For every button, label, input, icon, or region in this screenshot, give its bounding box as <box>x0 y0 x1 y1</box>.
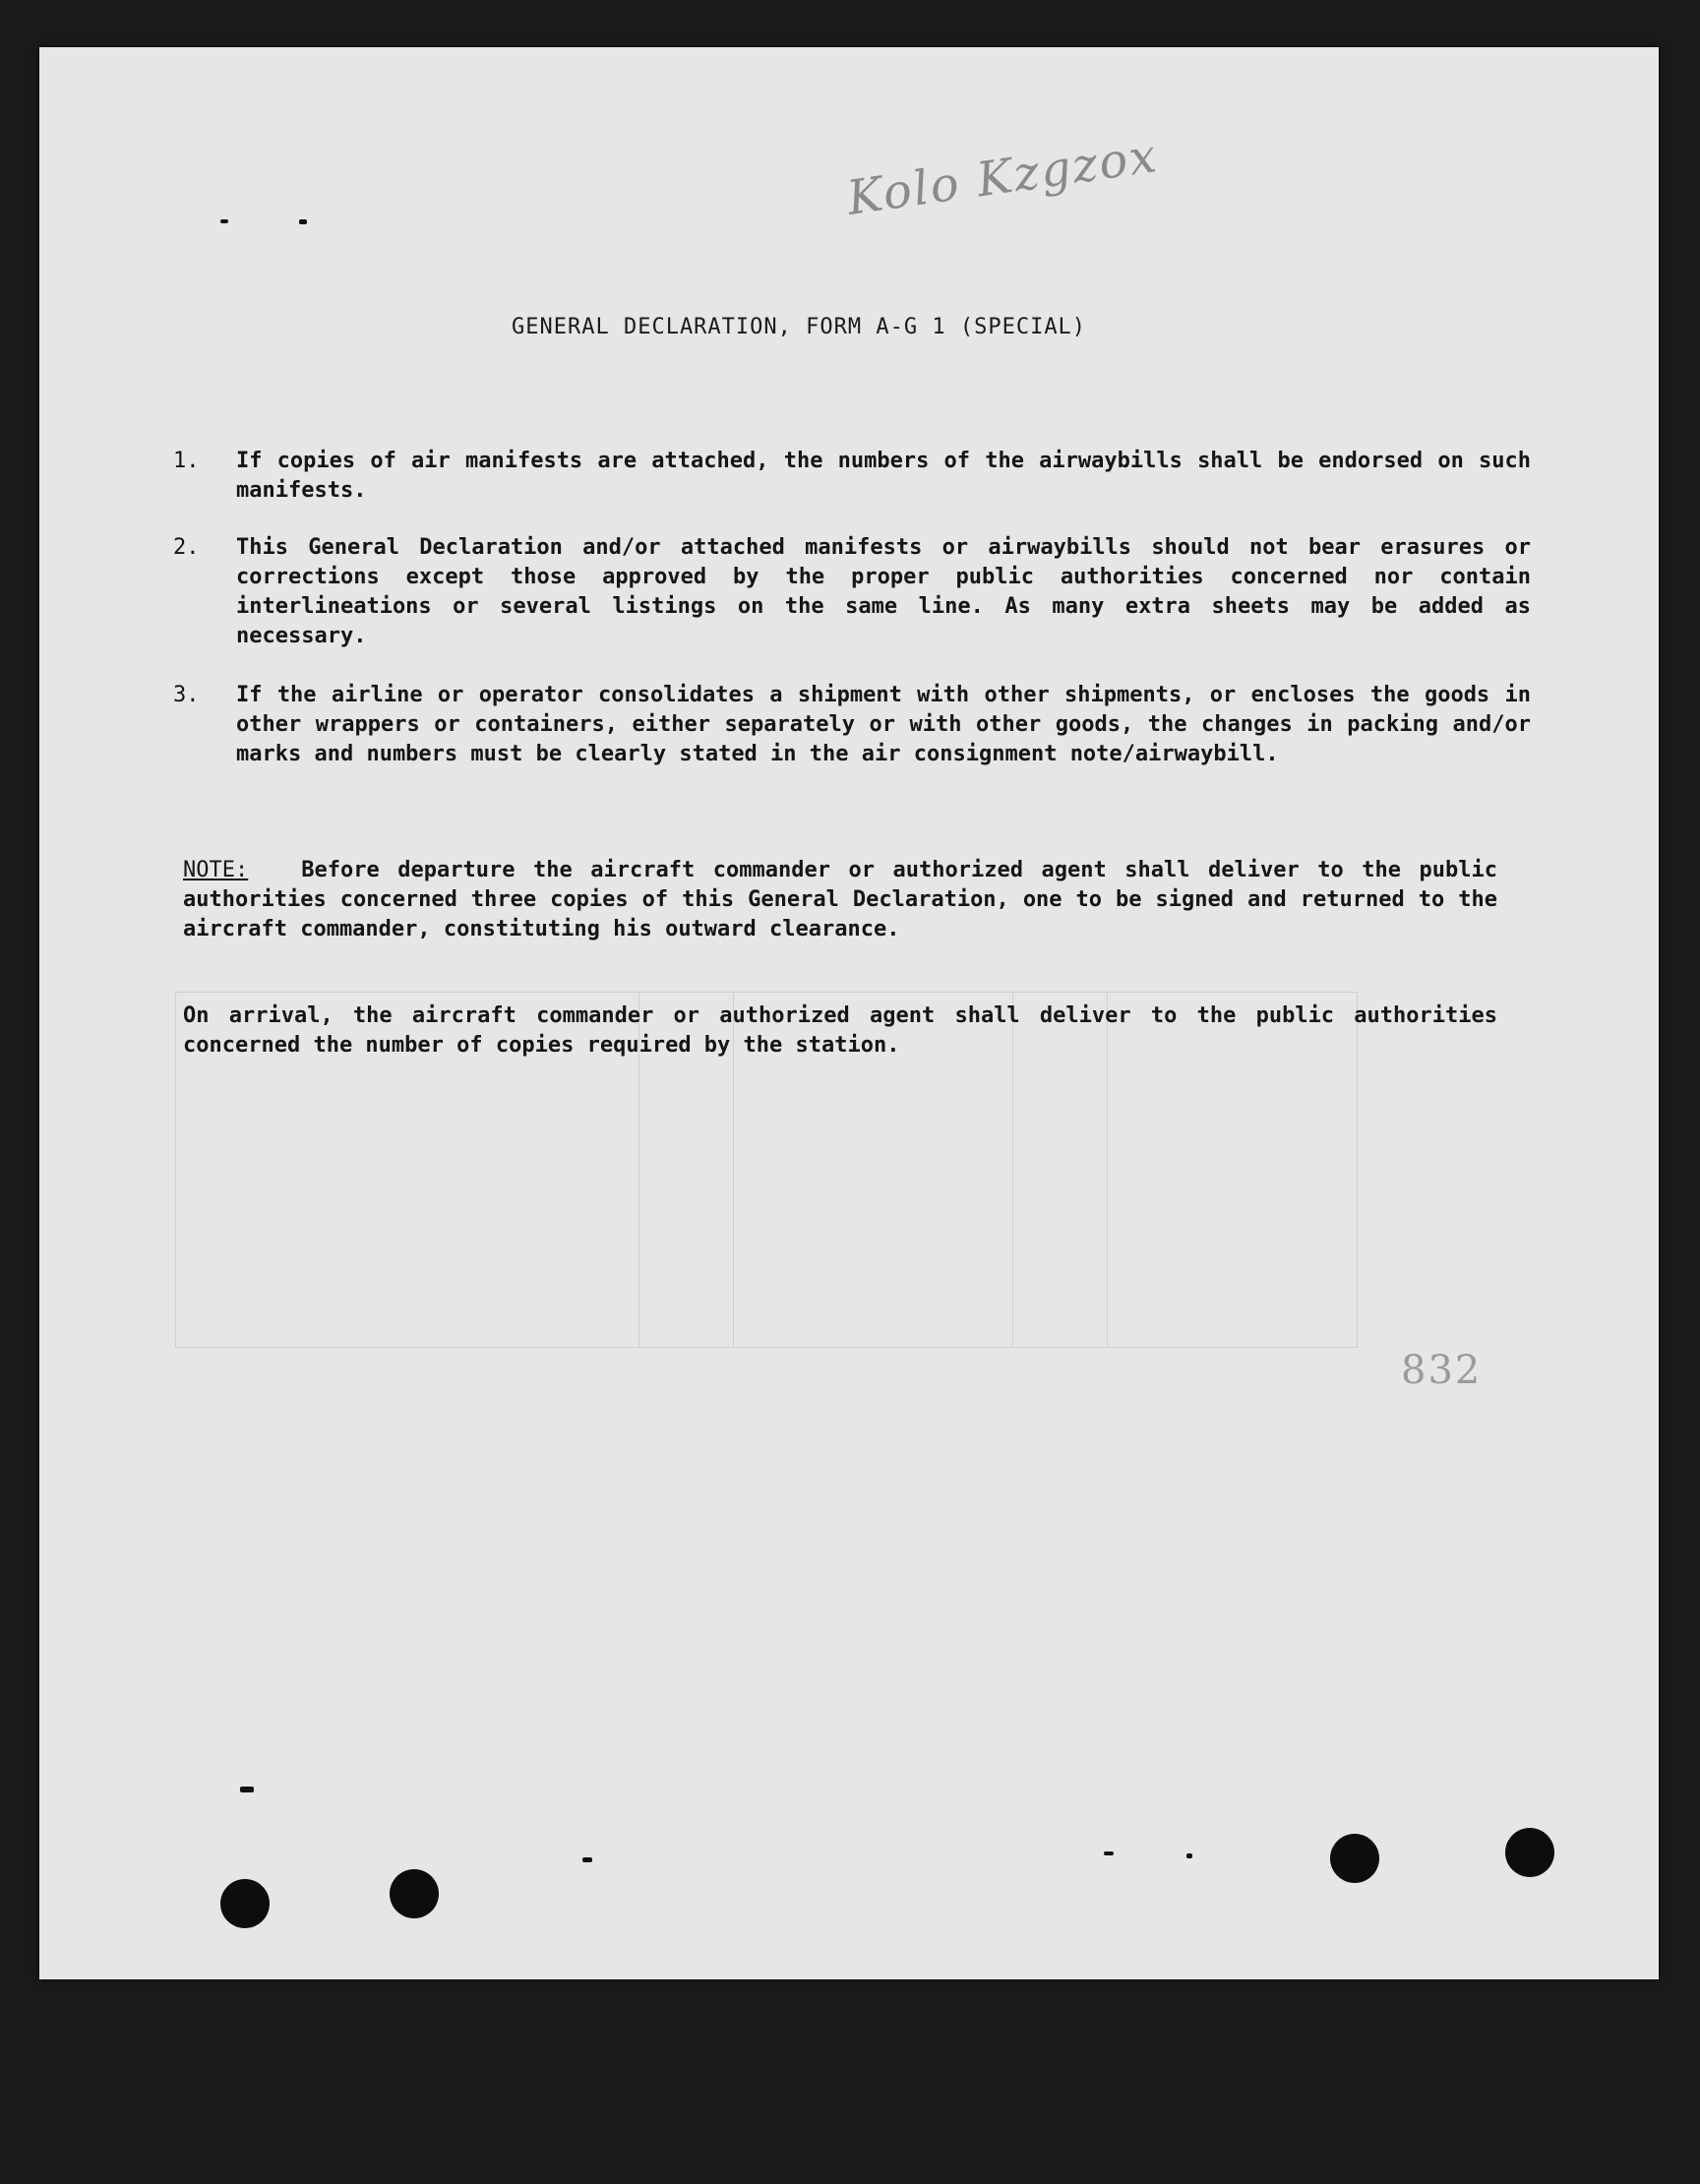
ink-speck <box>220 219 228 223</box>
punch-hole <box>1505 1828 1554 1877</box>
list-item <box>173 681 1531 769</box>
note-text: Before departure the aircraft commander or authorized agent shall deliver to the public authorities concerned three copies of this General Declaration, one to be signed and returned to the aircraft commander, constituting his outward clearance. <box>183 858 1497 941</box>
item-text: If the airline or operator consolidates a shipment with other shipments, or encloses the goods in other wrappers or containers, either separately or with other goods, the changes in packing and/or marks and numbers must be clearly stated in the air consignment note/airwaybill. <box>236 683 1531 766</box>
list-item <box>173 447 1531 506</box>
list-item <box>173 533 1531 651</box>
document-title: GENERAL DECLARATION, FORM A-G 1 (SPECIAL) <box>512 315 1087 339</box>
ink-speck <box>240 1787 254 1792</box>
punch-hole <box>390 1869 439 1918</box>
item-number: 2. <box>173 535 200 560</box>
ink-speck <box>1186 1853 1192 1858</box>
ink-speck <box>299 219 307 224</box>
arrival-paragraph: On arrival, the aircraft commander or authorized agent shall deliver to the public authorities concerned the number of copies required by the station. <box>183 1003 1497 1058</box>
ink-speck <box>582 1857 592 1862</box>
punch-hole <box>220 1879 270 1928</box>
item-text: If copies of air manifests are attached, the numbers of the airwaybills shall be endorsed on such manifests. <box>236 449 1531 503</box>
document-page <box>39 47 1659 1979</box>
ink-speck <box>1104 1851 1114 1855</box>
stamp-number: 832 <box>1401 1348 1483 1393</box>
note-label: NOTE: <box>183 858 249 882</box>
item-number: 3. <box>173 683 200 707</box>
item-number: 1. <box>173 449 200 473</box>
note-paragraph <box>183 856 1497 944</box>
handwritten-note: Kolo Kzgzox <box>843 128 1162 226</box>
item-text: This General Declaration and/or attached manifests or airwaybills should not bear erasures or corrections except those approved by the proper public authorities concerned nor contain interlineations or several listings on the same line. As many extra sheets may be added as necessary. <box>236 535 1531 648</box>
punch-hole <box>1330 1834 1379 1883</box>
